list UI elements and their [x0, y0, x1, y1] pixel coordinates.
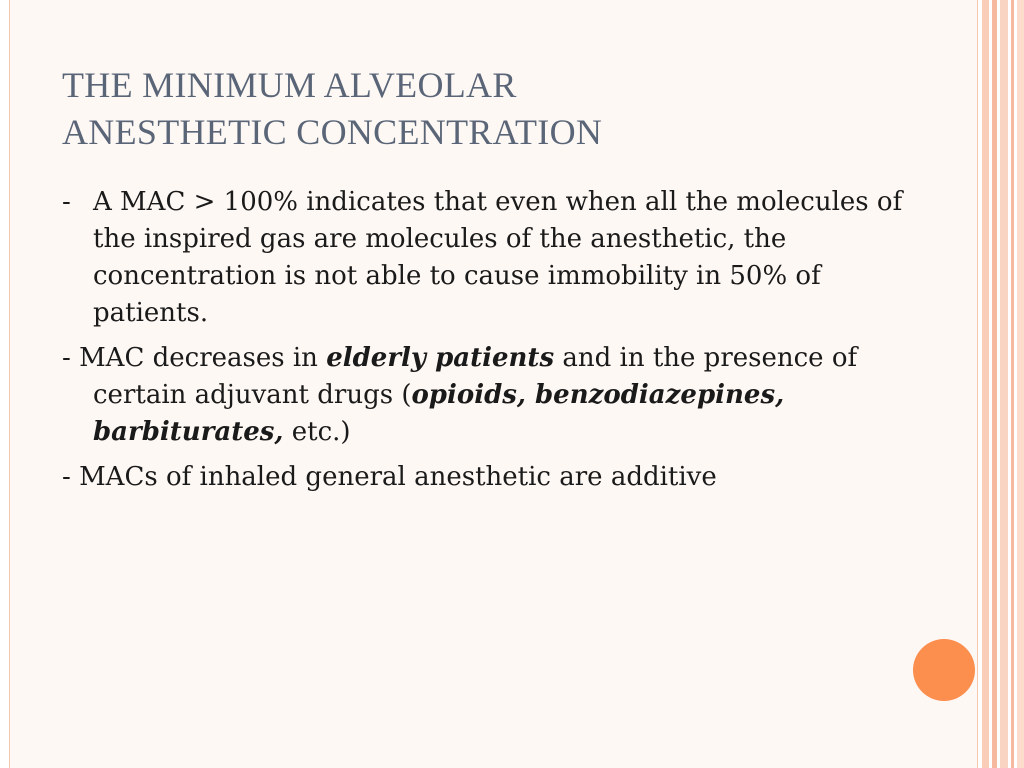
bullet-2-emphasis-elderly: elderly patients [326, 343, 555, 373]
decorative-stripe [992, 0, 997, 768]
slide-title [62, 62, 942, 156]
bullet-dash: - [62, 462, 71, 492]
decorative-stripe [1000, 0, 1008, 768]
slide-body [62, 184, 922, 504]
bullet-3-text: MACs of inhaled general anesthetic are additive [79, 462, 717, 492]
bullet-dash: - [62, 343, 71, 373]
decorative-stripe [1017, 0, 1024, 768]
bullet-2-text-c: etc.) [283, 417, 351, 447]
bullet-2-text-a: MAC decreases in [79, 343, 327, 373]
title-line-2: ANESTHETIC CONCENTRATION [62, 112, 603, 152]
decorative-stripe [982, 0, 989, 768]
decorative-stripe [1011, 0, 1014, 768]
decorative-circle [913, 639, 975, 701]
bullet-dash: - [62, 187, 71, 217]
title-line-1: THE MINIMUM ALVEOLAR [62, 65, 517, 105]
bullet-2-emphasis-drugs: opioids, benzodiazepines, barbiturates, [93, 380, 785, 447]
bullet-2 [62, 340, 922, 451]
bullet-3 [62, 459, 922, 496]
bullet-2-text-b: and in the presence of certain adjuvant drugs ( [93, 343, 858, 410]
bullet-1 [62, 184, 922, 332]
bullet-1-text: A MAC > 100% indicates that even when all the molecules of the inspired gas are molecules of the anesthetic, the concentration is not able to cause immobility in 50% of patients. [93, 187, 903, 328]
